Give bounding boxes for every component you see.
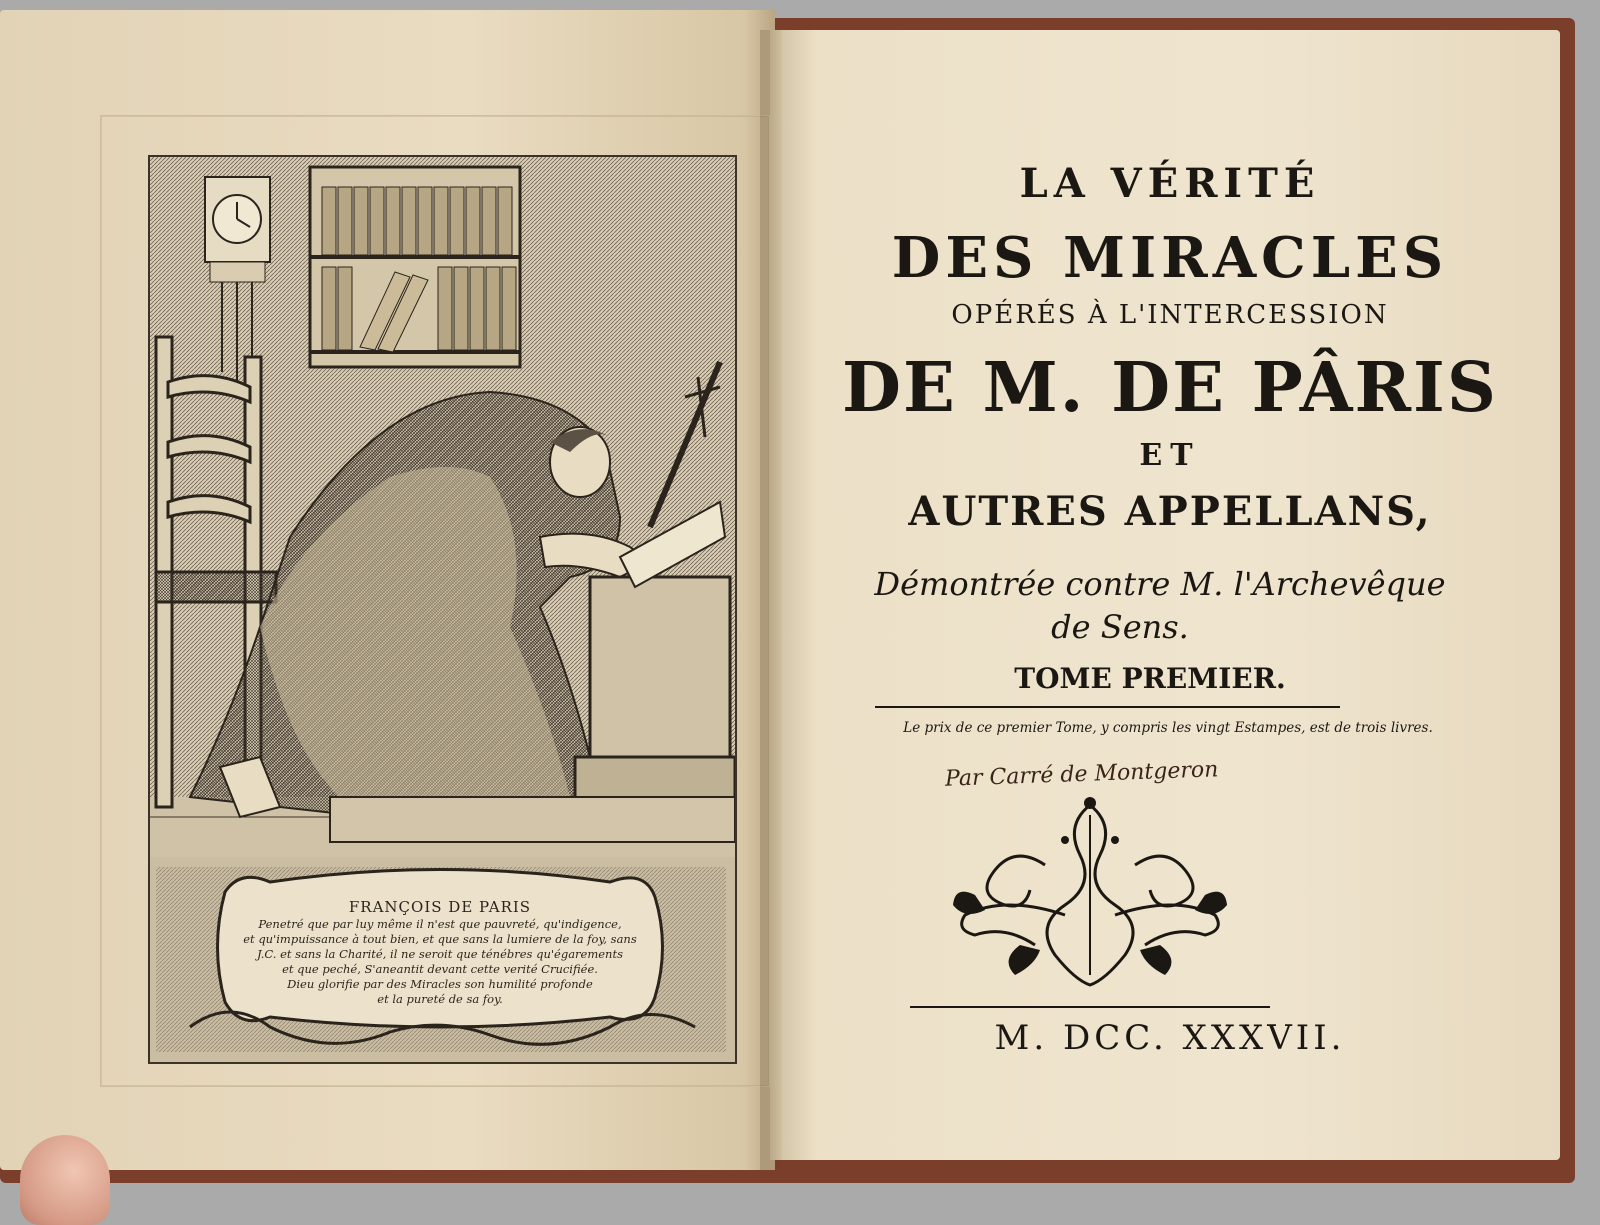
imprint-date: M. DCC. XXXVII.	[994, 1018, 1346, 1058]
price-note: Le prix de ce premier Tome, y compris les vingt Estampes, est de trois livres.	[903, 720, 1433, 736]
cartouche-inscription	[240, 900, 640, 1007]
printers-ornament	[945, 785, 1235, 990]
subtitle-line-de-sens: de Sens.	[1051, 608, 1189, 646]
title-line-de-m-de-paris: DE M. DE PÂRIS	[842, 348, 1498, 428]
handwritten-inscription: Par Carré de Montgeron	[944, 757, 1219, 792]
title-line-autres-appellans: AUTRES APPELLANS,	[908, 488, 1432, 535]
bookshelf	[310, 167, 520, 367]
cartouche-line: Dieu glorifie par des Miracles son humilité profonde	[287, 977, 593, 991]
open-book	[0, 10, 1575, 1195]
title-rule-lower	[910, 1006, 1270, 1008]
volume-label: TOME PREMIER.	[1014, 662, 1286, 695]
left-page-frontispiece	[0, 10, 775, 1170]
holding-thumb	[20, 1135, 110, 1225]
cartouche-line: Penetré que par luy même il n'est que pauvreté, qu'indigence,	[258, 917, 622, 931]
subtitle-line-demontree: Démontrée contre M. l'Archevêque	[874, 565, 1446, 603]
cartouche-line: et qu'impuissance à tout bien, et que sans la lumiere de la foy, sans	[243, 932, 637, 946]
title-line-operes: OPÉRÉS À L'INTERCESSION	[951, 300, 1389, 330]
title-rule-upper	[875, 706, 1340, 708]
title-line-des-miracles: DES MIRACLES	[891, 225, 1449, 291]
cartouche-title: FRANÇOIS DE PARIS	[348, 898, 532, 916]
title-line-et: ET	[1139, 438, 1201, 473]
cartouche-line: et que peché, S'aneantit devant cette verité Crucifiée.	[282, 962, 598, 976]
cartouche-line: J.C. et sans la Charité, il ne seroit que ténébres qu'égarements	[257, 947, 623, 961]
cartouche-line: et la pureté de sa foy.	[377, 992, 503, 1006]
spine-shadow	[760, 30, 782, 1170]
title-line-la-verite: LA VÉRITÉ	[1019, 160, 1321, 207]
